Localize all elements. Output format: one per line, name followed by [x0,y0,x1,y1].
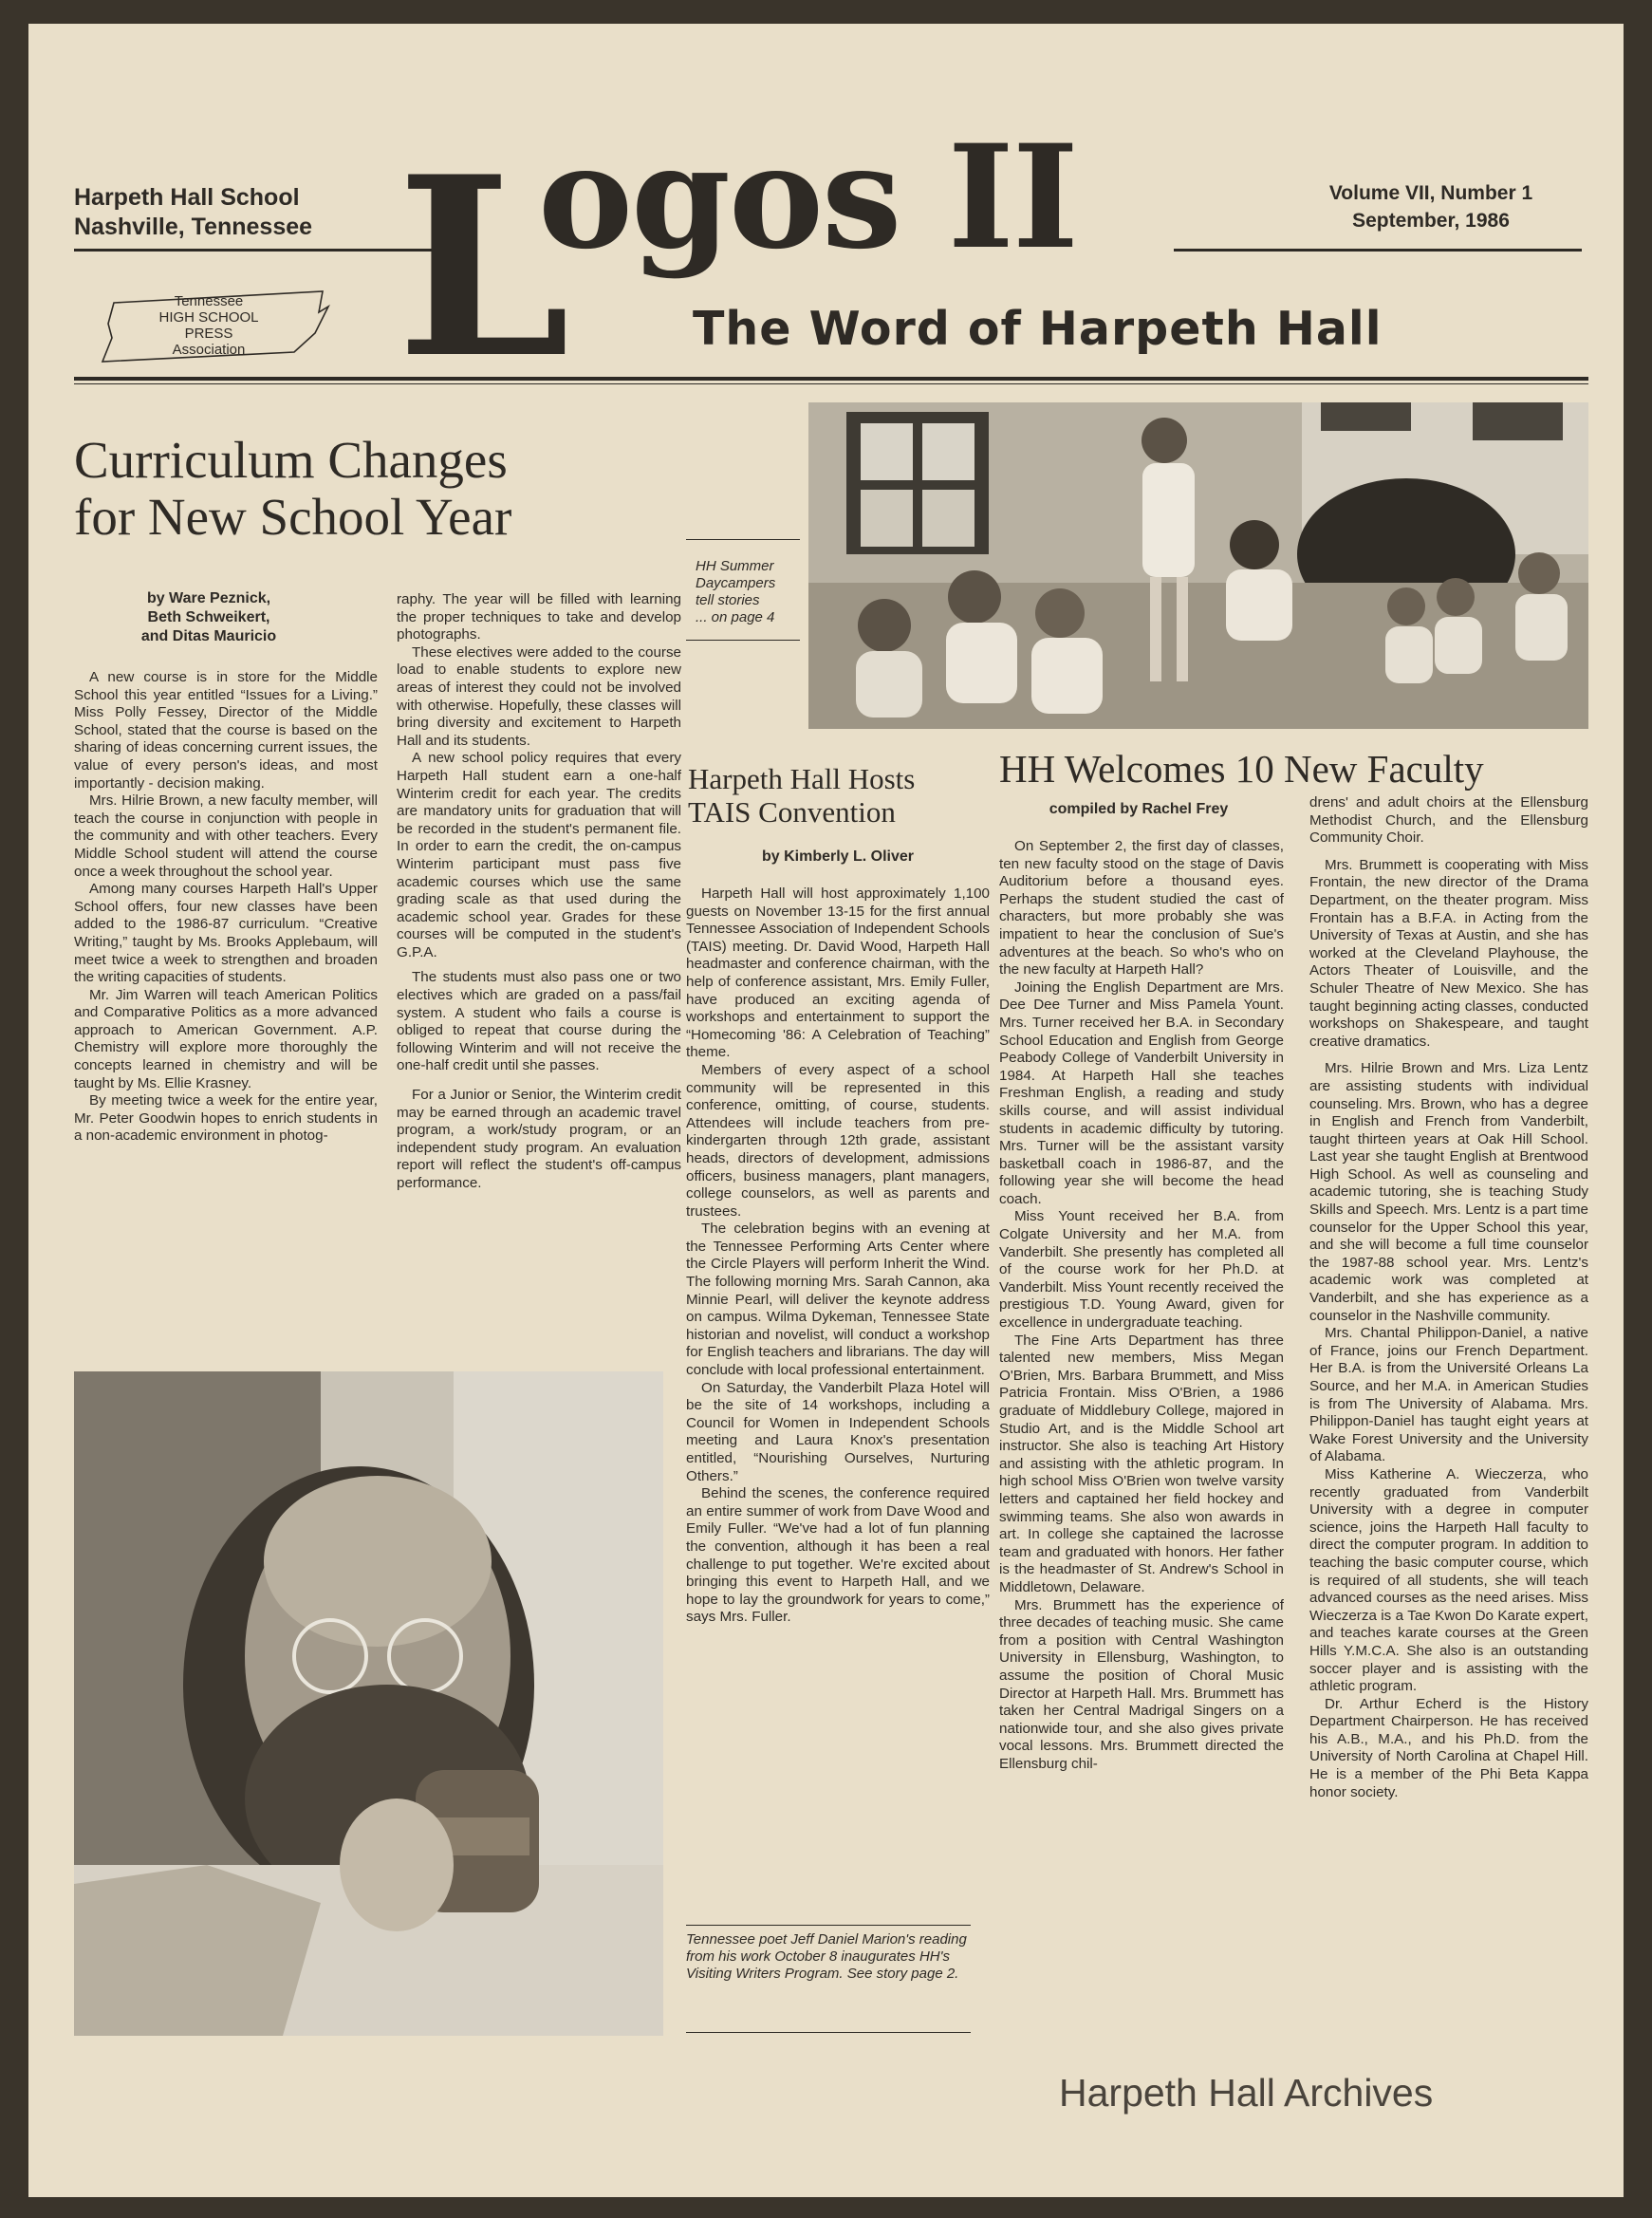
tais-headline-line-2: TAIS Convention [688,795,896,829]
paragraph: A new course is in store for the Middle School this year entitled “Issues for a Living.” Miss Polly Fessey, Director of the Middle School, stated that the course is based on the sharing of ideas concerning current issues, the value of every person's ideas, and most importantly - decision making. [74,669,378,792]
masthead-rule-bottom [74,377,1588,381]
curriculum-byline [95,589,323,646]
paragraph: Members of every aspect of a school community will be represented in this conference, omitting, of course, students. Attendees will include teachers from pre-kindergarten through 12th grade, assistant heads, directors of development, admissions officers, business managers, plant managers, college counselors, as well as parents and trustees. [686,1061,990,1220]
caption-line-1: HH Summer [696,558,774,574]
paragraph: Miss Katherine A. Wieczerza, who recently graduated from Vanderbilt University with a degree in computer science, joins the Harpeth Hall faculty to direct the computer program. In addition to teaching the basic computer course, which is required of all students, she will teach advanced courses as the need arises. Miss Wieczerza is a Tae Kwon Do Karate expert, and teaches karate courses at the Green Hills Y.M.C.A. She also is an outstanding soccer player and is assisting with the athletic program. [1309,1465,1588,1695]
paragraph: These electives were added to the course load to enable students to explore new areas of interest they could not be involved with otherwise. Hopefully, these classes will bring diversity and excitement to Harpeth Hall and its students. [397,643,681,749]
school-info [74,183,312,242]
tais-headline-line-1: Harpeth Hall Hosts [688,762,916,795]
poet-caption: Tennessee poet Jeff Daniel Marion's reading from his work October 8 inaugurates HH's Visiting Writers Program. See story page 2. [686,1931,967,1982]
logo-text: ogos II [538,114,1077,281]
daycampers-photo [808,402,1588,729]
press-line-3: Association [172,342,246,358]
faculty-column-1 [999,838,1284,1773]
issue-info [1317,179,1545,234]
paragraph: Harpeth Hall will host approximately 1,100 guests on November 13-15 for the first annual Tennessee Association of Independent Schools (TAIS) meeting. Dr. David Wood, Harpeth Hall headmaster and conference chairman, with the help of conference assistant, Mrs. Emily Fuller, have produced an exciting agenda of workshops and entertainment to support the “Homecoming '86: A Celebration of Teaching” theme. [686,885,990,1061]
curriculum-column-2 [397,591,681,1193]
faculty-headline: HH Welcomes 10 New Faculty [999,747,1484,791]
curriculum-headline [74,432,511,546]
paragraph: Joining the English Department are Mrs. Dee Dee Turner and Miss Pamela Yount. Mrs. Turner received her B.A. in Secondary School Education and English from George Peabody College of Vanderbilt University in 1984. At Harpeth Hall she teaches Freshman English, a reading and study skills course, and will assist individual students in academic difficulty by tutoring. Mrs. Turner will be the assistant varsity basketball coach in 1986-87, and the following year she will become the head coach. [999,979,1284,1207]
masthead-rule-left [74,249,439,252]
tais-headline [688,762,915,829]
paragraph: By meeting twice a week for the entire year, Mr. Peter Goodwin hopes to enrich students in a non-academic environment in photog- [74,1092,378,1145]
archive-watermark: Harpeth Hall Archives [1059,2071,1434,2115]
paragraph: Mrs. Chantal Philippon-Daniel, a native of France, joins our French Department. Her B.A. is from the Université Orleans La Source, and her M.A. in American Studies is from The University of Alabama. Mrs. Philippon-Daniel has taught eight years at Wake Forest University and the University of Alabama. [1309,1325,1588,1465]
caption-line-3: tell stories [696,592,760,608]
curriculum-headline-line-2: for New School Year [74,488,512,546]
press-line-1: Tennessee [174,293,244,309]
byline-line-3: and Ditas Mauricio [140,628,277,644]
paragraph: Mr. Jim Warren will teach American Politics and Comparative Politics as a more advanced approach to American Government. A.P. Chemistry will explore more thoroughly the concepts learned in chemistry and will be taught by Ms. Ellie Krasney. [74,986,378,1091]
caption-line-4: ... on page 4 [696,609,775,625]
tagline: The Word of Harpeth Hall [693,302,1383,356]
paragraph: For a Junior or Senior, the Winterim credit may be earned through an academic travel program, a work/study program, or an independent study program. An evaluation report will reflect the student's off-campus performance. [397,1087,681,1191]
caption-rule-bottom [686,640,800,641]
paragraph: The Fine Arts Department has three talented new members, Miss Megan O'Brien, Mrs. Barbara Brummett, and Miss Patricia Frontain. Miss O'Brien, a 1986 graduate of Middlebury College, majored in Studio Art, and is the Middle School art instructor. She also is teaching Art History and assisting with the athletic program. In high school Miss O'Brien won twelve varsity letters and captained her field hockey and swimming teams. She also won awards in art. In college she captained the lacrosse team and graduated with honors. Her father is the headmaster of St. Andrew's School in Middletown, Delaware. [999,1332,1284,1595]
school-city: Nashville, Tennessee [74,214,313,240]
tais-body [686,885,990,1627]
daycampers-image [808,402,1588,729]
paragraph: Mrs. Hilrie Brown, a new faculty member, will teach the course in conjunction with people in the community and with other teachers. Every Middle School student will attend the course once a week throughout the school year. [74,792,378,880]
issue-date: September, 1986 [1352,210,1510,232]
paragraph: Mrs. Hilrie Brown and Mrs. Liza Lentz are assisting students with individual counseling. Mrs. Brown, who has a degree in English and French from Vanderbilt, taught thirteen years at Oak Hill School. Last year she taught English at Brentwood High School. As well as counseling and academic tutoring, she is teaching Study Skills and Speech. Mrs. Lentz is a part time counselor for the Upper School this year, and she will become a full time counselor the 1987-88 school year. Mrs. Lentz's academic work was completed at Vanderbilt, and she has experience as a counselor in the Nashville community. [1309,1060,1588,1324]
faculty-byline: compiled by Rachel Frey [1049,801,1229,817]
paragraph: Dr. Arthur Echerd is the History Department Chairperson. He has received his A.B., M.A., and his Ph.D. from the University of North Carolina at Chapel Hill. He is a member of the Phi Beta Kappa honor society. [1309,1695,1588,1800]
logo-initial: L [397,123,566,413]
newspaper-page [28,24,1624,2197]
paragraph: A new school policy requires that every Harpeth Hall student earn a one-half Winterim credit for each year. The credits are mandatory units for graduation that will be recorded in the student's permanent file. In order to earn the credit, the on-campus Winterim participant must pass five academic courses which use the same grading scale as that used during the academic school year. Grades for these courses will be computed in the student's G.P.A. [397,750,681,960]
masthead-rule-right [1174,249,1582,252]
paragraph: Behind the scenes, the conference required an entire summer of work from Dave Wood and Emily Fuller. “We've had a lot of fun planning the convention, although it has been a real challenge to put together. We're excited about bringing this event to Harpeth Hall, and we hope to lay the groundwork for years to come,” says Mrs. Fuller. [686,1485,990,1626]
paragraph: On Saturday, the Vanderbilt Plaza Hotel will be the site of 14 workshops, including a Council for Women in Independent Schools meeting and Laura Knox's presentation entitled, “Nourishing Ourselves, Nurturing Others.” [686,1379,990,1484]
caption-rule-top [686,539,800,540]
poet-photo [74,1371,663,2036]
press-line-2: HIGH SCHOOL PRESS [158,309,259,342]
curriculum-headline-line-1: Curriculum Changes [74,431,508,489]
paragraph: The celebration begins with an evening at the Tennessee Performing Arts Center where the Circle Players will perform Inherit the Wind. The following morning Mrs. Sarah Cannon, aka Minnie Pearl, will deliver the keynote address on campus. Wilma Dykeman, Tennessee State historian and novelist, will conduct a workshop for English teachers and librarians. The day will conclude with local professional entertainment. [686,1221,990,1379]
paragraph: The students must also pass one or two electives which are graded on a pass/fail system. A student who fails a course is obliged to repeat that course during the following Winterim and will not receive the one-half credit until she passes. [397,969,681,1074]
daycampers-caption [696,558,800,626]
tais-byline: by Kimberly L. Oliver [761,848,915,865]
caption-line-2: Daycampers [696,575,776,591]
paragraph: Among many courses Harpeth Hall's Upper School offers, four new classes have been added to the 1986-87 curriculum. “Creative Writing,” taught by Ms. Brooks Applebaum, will meet twice a week to strengthen and broaden the writing capacities of students. [74,881,378,986]
byline-line-1: by Ware Peznick, [146,590,271,606]
masthead-rule-bottom-thin [74,383,1588,384]
press-association-badge [142,293,275,358]
paragraph: raphy. The year will be filled with learning the proper techniques to take and develop photographs. [397,591,681,643]
poet-caption-rule-top [686,1925,971,1926]
curriculum-column-1 [74,669,378,1146]
faculty-column-2 [1309,794,1588,1801]
byline-line-2: Beth Schweikert, [147,609,270,625]
paragraph: Mrs. Brummett has the experience of three decades of teaching music. She came from a position with Central Washington University in Ellensburg, Washington, to assume the position of Choral Music Director at Harpeth Hall. Mrs. Brummett has taken her Central Madrigal Singers on a nationwide tour, and she also gives private vocal lessons. Mrs. Brummett directed the Ellensburg chil- [999,1596,1284,1772]
school-name: Harpeth Hall School [74,184,300,211]
paragraph: On September 2, the first day of classes, ten new faculty stood on the stage of Davis Auditorium before a thousand eyes. Perhaps the student studied the cast of characters, but more probably she was impatient to hear the conclusion of Sue's adventures at the beach. So who's who on the new faculty at Harpeth Hall? [999,838,1284,979]
poet-image [74,1371,663,2036]
poet-caption-rule-bottom [686,2032,971,2033]
paragraph: Miss Yount received her B.A. from Colgate University and her M.A. from Vanderbilt. She presently has completed all of the course work for her Ph.D. at Vanderbilt. Miss Yount recently received the prestigious T.D. Young Award, given for excellence in undergraduate teaching. [999,1208,1284,1332]
paragraph: drens' and adult choirs at the Ellensburg Methodist Church, and the Ellensburg Community Choir. [1309,794,1588,847]
paragraph: Mrs. Brummett is cooperating with Miss Frontain, the new director of the Drama Department, on the theater program. Miss Frontain has a B.F.A. in Acting from the University of Texas at Austin, and she has worked at the Cleveland Playhouse, the Actors Theater of Louisville, and the Schuler Theatre of New Mexico. She has taught beginning acting classes, conducted workshops on Shakespeare, and taught creative dramatics. [1309,856,1588,1050]
volume-number: Volume VII, Number 1 [1328,182,1533,204]
